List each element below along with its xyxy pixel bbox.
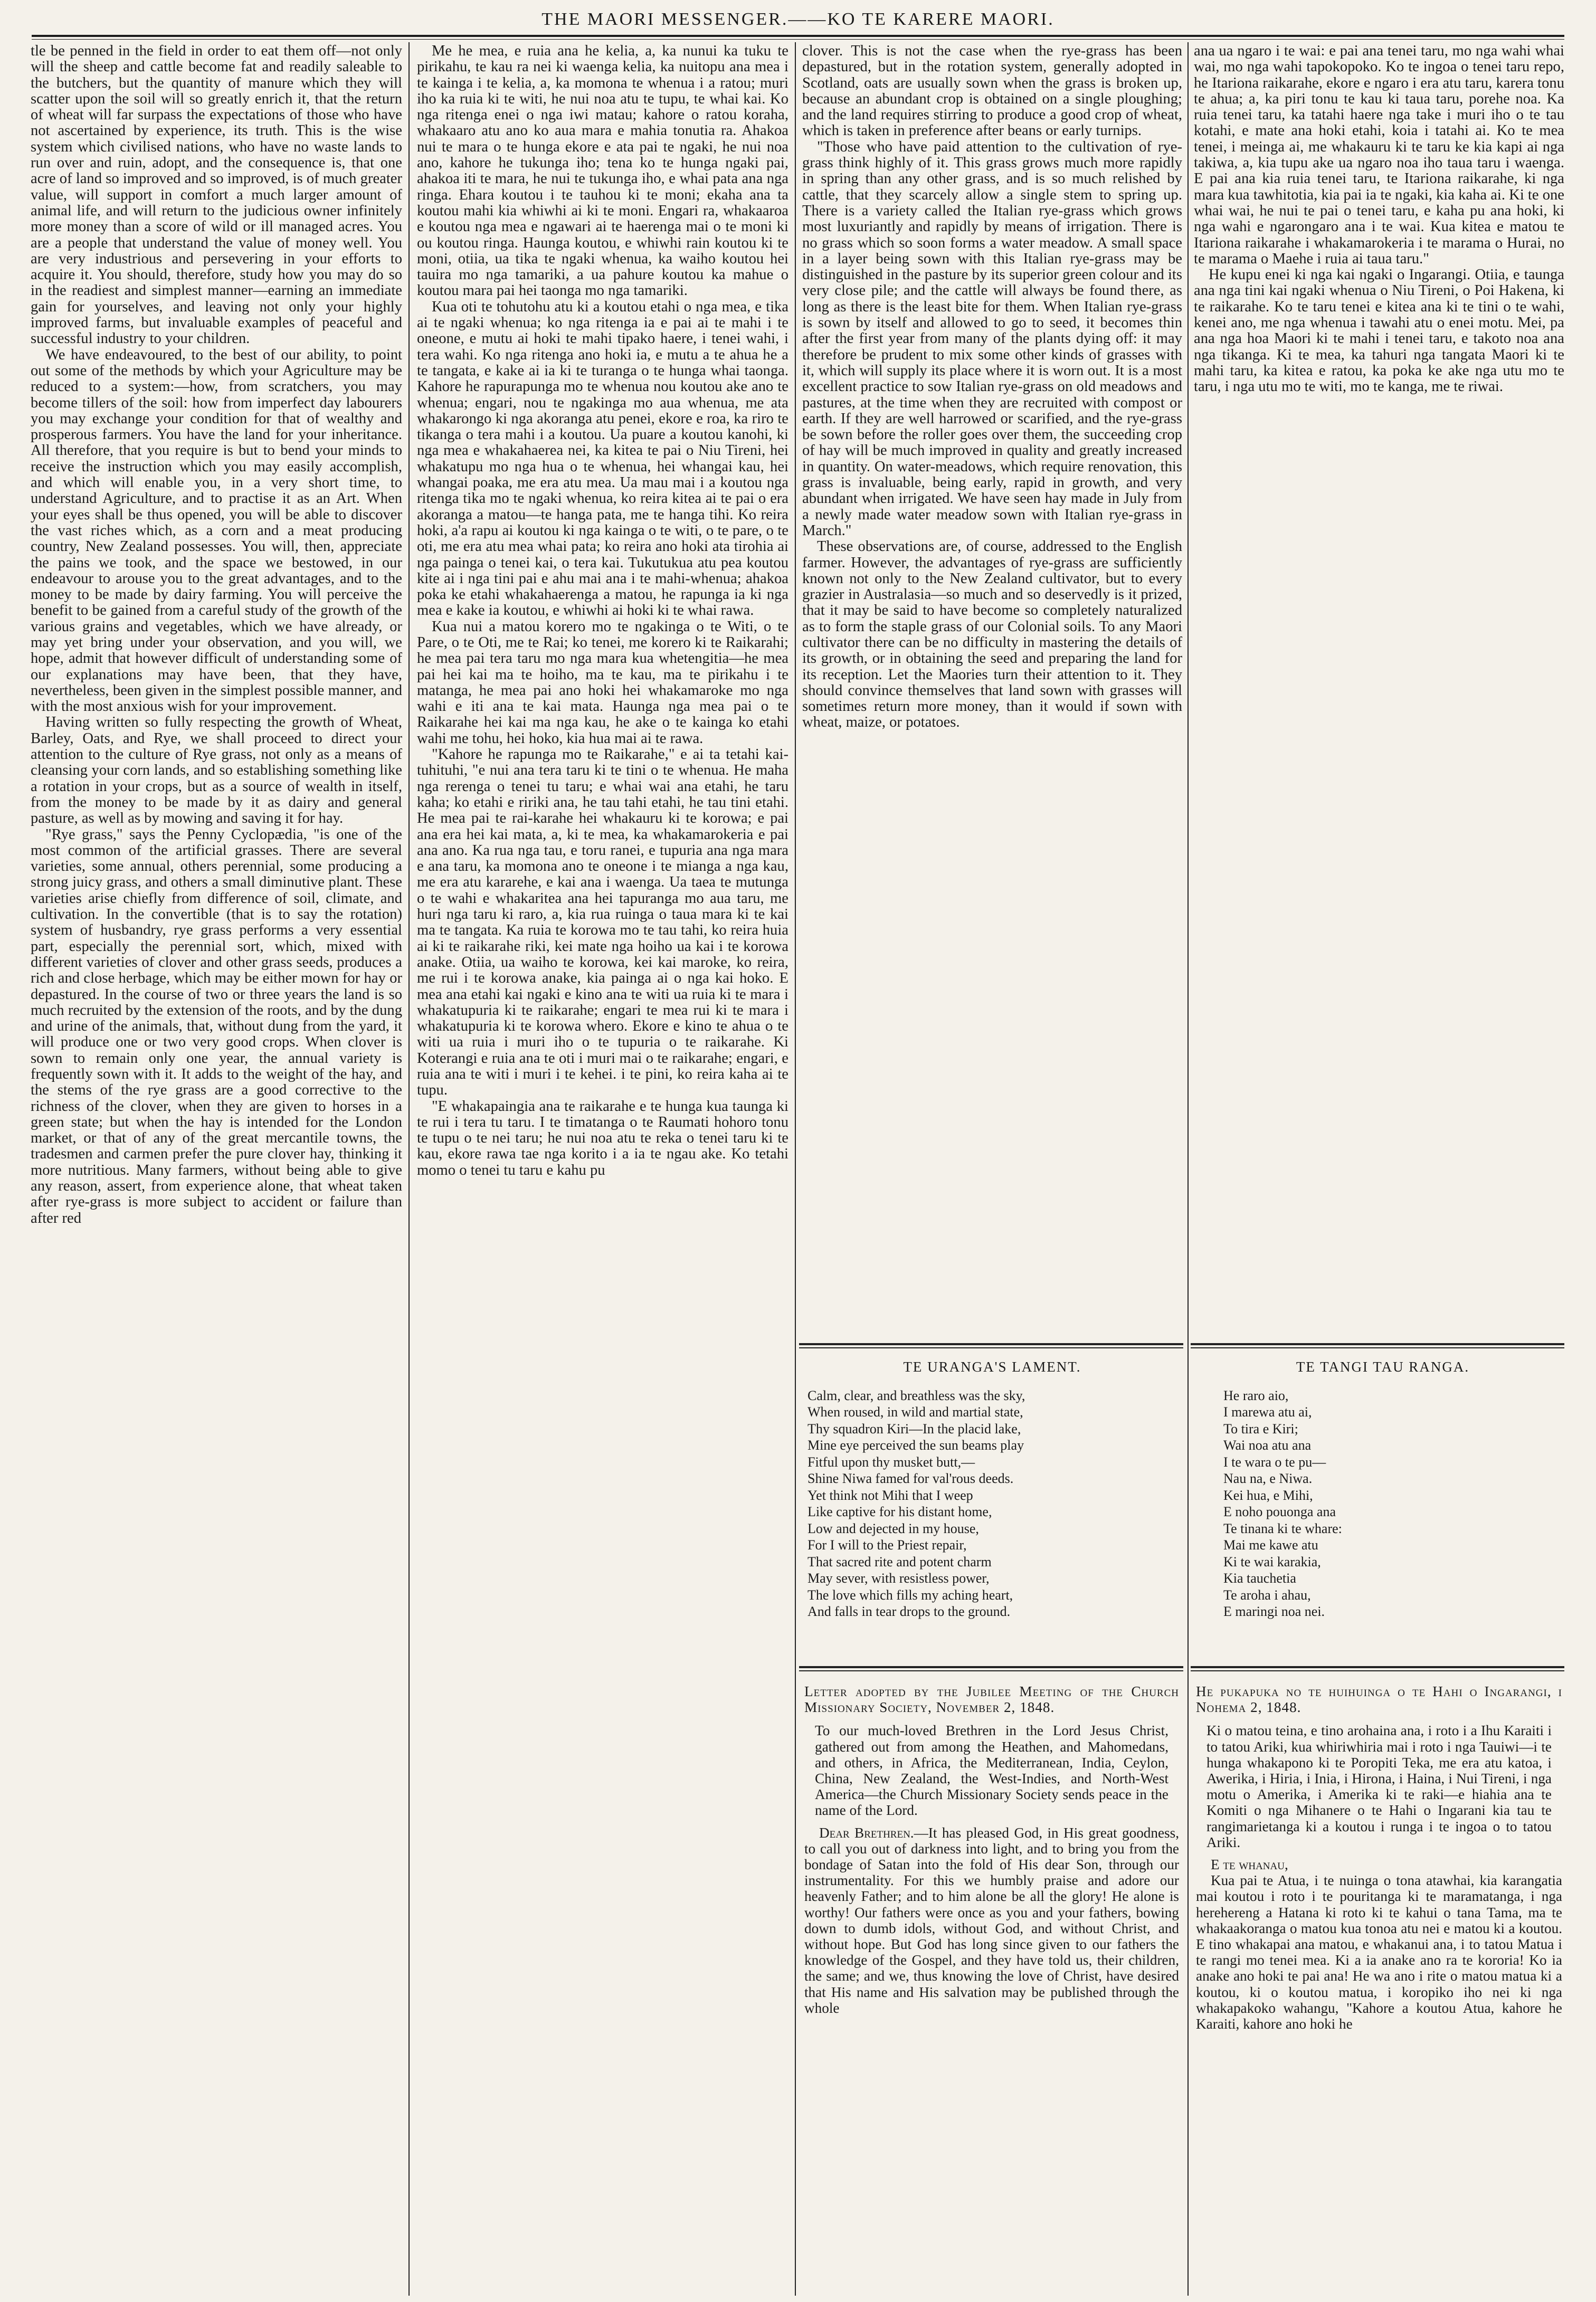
paragraph: He kupu enei ki nga kai ngaki o Ingarangi. Otiia, e taunga ana nga tini kai ngaki whenua o Niu Tireni, o Poi Hakena, ki te raikarahe. Ko te taru tenei e kitea ana ki te tini o te wahi, kenei ano, me nga whenua i tawahi atu o enei motu. Mei, pa ana nga hoa Maori ki te mahi i tenei taru, e takoto noa ana nga tikanga. Ki te mea, ka tahuri nga tangata Maori ki te mahi taru, ka kitea e ratou, ka poka ke ake nga utu mo te taru, i nga utu mo te witi, mo te kanga, me te riwai. bbox=[1194, 267, 1564, 395]
letter-maori bbox=[1196, 1683, 1562, 2296]
letter-salutation: Dear Brethren.— bbox=[819, 1824, 928, 1841]
paragraph: Kua nui a matou korero mo te ngakinga o te Witi, o te Pare, o te Oti, me te Rai; ko tenei, me korero ki te Raikarahi; he mea pai tera taru mo nga mara kua whetengitia—he mea pai hei kai ma te hoiho, ma te kau, ma te pirikahu i te matanga, he mea pai ano hoki hei whakamaroke mo nga wahi e iti ana te kai mata. Haunga nga mea pai o te Raikarahe hei kai ma nga kau, he ake o te kainga ko etahi wahi me tohu, hei hoko, kia hua mai ai te rawa. bbox=[417, 618, 788, 747]
poem-line: Calm, clear, and breathless was the sky, bbox=[808, 1387, 1025, 1403]
letter-opening bbox=[804, 1825, 1179, 2016]
poem-line: Shine Niwa famed for val'rous deeds. bbox=[808, 1471, 1014, 1486]
poem-line: I te wara o te pu— bbox=[1223, 1454, 1326, 1470]
paragraph: Having written so fully respecting the growth of Wheat, Barley, Oats, and Rye, we shall proceed to direct your attention to the culture of Rye grass, not only as a means of cleansing your corn lands, and so establishing something like a rotation in your crops, but as a source of wealth in itself, from the money to be made by it as dairy and general pasture, as well as by mowing and saving it for hay. bbox=[31, 714, 402, 827]
letter-salutation: E te whanau, bbox=[1211, 1857, 1288, 1873]
poem-line: May sever, with resistless power, bbox=[808, 1571, 990, 1586]
letter-heading: He pukapuka no te huihuinga o te Hahi o Ingarangi, i Nohema 2, 1848. bbox=[1196, 1683, 1562, 1716]
poem-line: Kia tauchetia bbox=[1223, 1571, 1296, 1586]
section-divider bbox=[799, 1343, 1183, 1345]
poem-line: He raro aio, bbox=[1223, 1387, 1289, 1403]
poem-line: Ki te wai karakia, bbox=[1223, 1554, 1321, 1569]
masthead: THE MAORI MESSENGER.——KO TE KARERE MAORI. bbox=[542, 9, 1054, 29]
article-english-part1 bbox=[31, 43, 402, 2291]
section-divider-thin bbox=[1191, 1670, 1564, 1671]
poem-line: Nau na, e Niwa. bbox=[1223, 1471, 1313, 1486]
letter-body: It has pleased God, in His great goodness, to call you out of darkness into light, and to bring you from the bondage of Satan into the fold of His dear Son, through our instrumentality. For this we humbly praise and adore our heavenly Father; and to him alone be all the glory! He alone is worthy! Our fathers were once as you and your fathers, bowing down to dumb idols, without God, and without Christ, and without hope. But God has long since given to our fathers the knowledge of the Gospel, and they have told us, their children, the same; and we, thus knowing the love of Christ, have desired that His name and His salvation may be published through the whole bbox=[804, 1824, 1179, 2016]
poem-line: E maringi noa nei. bbox=[1223, 1604, 1325, 1619]
column-divider bbox=[408, 42, 410, 2296]
poem-line: For I will to the Priest repair, bbox=[808, 1537, 967, 1553]
poem-line: Te tinana ki te whare: bbox=[1223, 1520, 1342, 1536]
masthead-rule bbox=[32, 35, 1564, 37]
poem-line: Thy squadron Kiri—In the placid lake, bbox=[808, 1421, 1021, 1437]
paragraph: clover. This is not the case when the rye-grass has been depastured, but in the rotation system, generally adopted in Scotland, oats are usually sown when the grass is broken up, because an abundant crop is obtained on a single ploughing; and the land requires stirring to produce a good crop of wheat, which is taken in preference after beans or early turnips. bbox=[802, 43, 1182, 139]
article-english-part2 bbox=[802, 43, 1182, 1331]
poem-maori bbox=[1209, 1359, 1557, 1620]
poem-line: When roused, in wild and martial state, bbox=[808, 1404, 1023, 1420]
section-divider-thin bbox=[799, 1347, 1183, 1348]
poem-line: To tira e Kiri; bbox=[1223, 1421, 1298, 1437]
paragraph: "Those who have paid attention to the cultivation of rye-grass think highly of it. This grass grows much more rapidly in spring than any other grass, and is so much relished by cattle, that they scarcely allow a single stem to spring up. There is a variety called the Italian rye-grass which grows most luxuriantly and rapidly by means of irrigation. There is no grass which so soon forms a water meadow. A small space in a layer being sown with this Italian rye-grass may be distinguished in the pasture by its superior green colour and its very close pile; and the cattle will always be found there, as long as there is the least bite for them. When Italian rye-grass is sown by itself and allowed to go to seed, it becomes thin after the first year from many of the plants dying off: it may therefore be prudent to mix some other kinds of grasses with it, which will supply its place where it is worn out. It is a most excellent practice to sow Italian rye-grass on old meadows and pastures, at the time when they are recruited with compost or earth. If they are well harrowed or scarified, and the rye-grass be sown before the roller goes over them, the succeeding crop of hay will be much improved in quality and greatly increased in quantity. On water-meadows, which require renovation, this grass is invaluable, being early, rapid in growth, and very abundant when irrigated. We have seen hay made in July from a newly made water meadow sown with Italian rye-grass in March." bbox=[802, 138, 1182, 539]
poem-title: TE URANGA'S LAMENT. bbox=[903, 1359, 1081, 1375]
section-divider bbox=[1191, 1666, 1564, 1668]
column-divider bbox=[795, 42, 796, 2296]
poem-title: TE TANGI TAU RANGA. bbox=[1296, 1359, 1470, 1375]
section-divider-thin bbox=[799, 1670, 1183, 1671]
poem-line: Fitful upon thy musket butt,— bbox=[808, 1454, 975, 1470]
letter-english bbox=[804, 1683, 1179, 2296]
poem-line: That sacred rite and potent charm bbox=[808, 1554, 992, 1569]
poem-line: Kei hua, e Mihi, bbox=[1223, 1487, 1313, 1503]
section-divider-thin bbox=[1191, 1347, 1564, 1348]
letter-address: Ki o matou teina, e tino arohaina ana, i roto i a Ihu Karaiti i to tatou Ariki, kua whiriwhiria mai i roto i nga Tauiwi—i te hunga whakapono ki te Poropiti Teka, me era atu katoa, i Awerika, i Hiria, i Inia, i Hirona, i Haina, i Nui Tireni, i nga motu o Amerika, i Amerika ki te raki—e hiahia ana te Komiti o nga Mihanere o te Hahi o Ingarani kia tau te rangimarietanga ki a koutou i runga i te ingoa o to tatou Ariki. bbox=[1206, 1723, 1552, 1850]
paragraph: "Rye grass," says the Penny Cyclopædia, "is one of the most common of the artificial grasses. There are several varieties, some annual, others perennial, some producing a strong juicy grass, and others a small diminutive plant. These varieties arise chiefly from difference of soil, climate, and cultivation. In the convertible (that is to say the rotation) system of husbandry, rye grass performs a very essential part, especially the perennial sort, which, mixed with different varieties of clover and other grass seeds, produces a rich and close herbage, which may be either mown for hay or depastured. In the course of two or three years the land is so much recruited by the extension of the roots, and by the dung and urine of the animals, that, without dung from the yard, it will produce one or two very good crops. When clover is sown to remain only one year, the annual variety is frequently sown with it. It adds to the weight of the hay, and the stems of the rye grass are a good corrective to the richness of the clover, when they are given to horses in a green state; but when the hay is intended for the London market, or that of any of the great mercantile towns, the tradesmen and carmen prefer the pure clover hay, thinking it more nutritious. Many farmers, without being able to give any reason, assert, from experience alone, that wheat taken after rye-grass is more subject to accident or failure than after red bbox=[31, 826, 402, 1226]
poem-line: Yet think not Mihi that I weep bbox=[808, 1487, 973, 1503]
poem-line: Te aroha i ahau, bbox=[1223, 1587, 1311, 1603]
poem-english bbox=[808, 1359, 1177, 1620]
paragraph: We have endeavoured, to the best of our ability, to point out some of the methods by which your Agriculture may be reduced to a system:—how, from scratchers, you may become tillers of the soil: how from imperfect day labourers you may exchange your condition for that of wealthy and prosperous farmers. You have the land for your inheritance. All therefore, that you require is but to bend your minds to receive the instruction which you may easily accomplish, and which will enable you, in a very short time, to understand Agriculture, and to practise it as an Art. When your eyes shall be thus opened, you will be able to discover the vast riches which, as a corn and a meat producing country, New Zealand possesses. You will, then, appreciate the pains we took, and the space we bestowed, in our endeavour to arouse you to the great advantages, and to the money to be made by dairy farming. You will perceive the benefit to be gained from a careful study of the growth of the various grains and vegetables, which we have already, or may yet bring under your observation, and you will, we hope, admit that however difficult of understanding some of our explanations may have been, that they have, nevertheless, been given in the simplest possible manner, and with the most anxious wish for your improvement. bbox=[31, 346, 402, 715]
paragraph: These observations are, of course, addressed to the English farmer. However, the advantages of rye-grass are sufficiently known not only to the New Zealand cultivator, but to every grazier in Australasia—so much and so deservedly is it prized, that it may be said to have become so completely naturalized as to form the staple grass of our Colonial soils. To any Maori cultivator there can be no difficulty in mastering the details of its growth, or in obtaining the seed and preparing the land for its reception. Let the Maories turn their attention to it. They should convince themselves that land sown with grasses will sometimes return more money, than it would if sown with wheat, maize, or potatoes. bbox=[802, 538, 1182, 731]
letter-heading: Letter adopted by the Jubilee Meeting of the Church Missionary Society, November 2, 1848. bbox=[804, 1683, 1179, 1716]
article-maori-part2 bbox=[1194, 43, 1564, 1331]
paragraph: Kua oti te tohutohu atu ki a koutou etahi o nga mea, e tika ai te ngaki whenua; ko nga ritenga ia e pai ai te mahi i te oneone, e mutu ai hoki te mahi tipako haere, i tenei wahi, i tera wahi. Ko nga ritenga ano hoki ia, e mutu a te ahua he a te tangata, e kake ai ia ki te turanga o te hunga whai taonga. Kahore he rapurapunga mo te whenua nou koutou ake ano te whenua; engari, nou te ngakinga mo aua whenua, me ata whakarongo ki nga akoranga atu penei, ekore e roa, ka riro te tikanga o tera mahi i a koutou. Ua puare a koutou kanohi, ki nga mea e whakahaerea nei, ka kitea te pai o Niu Tireni, hei whakatupu mo nga hua o te whenua, hei whangai kau, hei whangai poaka, me era atu mea. Ua mau mai i a koutou nga ritenga tika mo te ngaki whenua, ko reira kitea ai te pai o era akoranga a matou—te hanga pata, me te hanga tihi. Ko reira hoki, a'a rapu ai koutou ki nga kainga o te witi, o te pare, o te oti, me era atu mea whai pata; ko reira ano hoki ata tirohia ai nga painga o tenei kai, o tera kai. Tukutukua atu pea koutou kite ai i nga tini pai e ahu mai ana i te mahi-whenua; ahakoa poka ke etahi whakahaerenga a matou, he rapunga ia ki nga mea e kake ia koutou, e whiwhi ai hoki ki te whai rawa. bbox=[417, 298, 788, 619]
masthead-rule-thin bbox=[32, 39, 1564, 40]
section-divider bbox=[799, 1666, 1183, 1668]
paragraph: tle be penned in the field in order to eat them off—not only will the sheep and cattle become fat and readily saleable to the butchers, but the quantity of manure which they will scatter upon the soil will so greatly enrich it, that the return of wheat will far surpass the expectations of those who have not ascertained by experience, its truth. This is the wise system which civilised nations, who have no waste lands to run over and ruin, adopt, and the consequence is, that one acre of land so improved and so improved, is of much greater value, will support in comfort a much larger amount of animal life, and will return to the judicious owner infinitely more money than a score of wild or ill managed acres. You are a people that understand the value of money well. You are very industrious and persevering in your efforts to acquire it. You should, therefore, study how you may do so in the readiest and simplest manner—earning an immediate gain for yourselves, and leaving not only your highly improved farms, but invaluable examples of peaceful and successful industry to your children. bbox=[31, 43, 402, 347]
poem-line: I marewa atu ai, bbox=[1223, 1404, 1312, 1420]
poem-line: And falls in tear drops to the ground. bbox=[808, 1604, 1011, 1619]
letter-body: Kua pai te Atua, i te nuinga o tona atawhai, kia karangatia mai koutou i roto i te pouritanga ki te maramatanga, i nga herehereng a Hatana ki roto ki te kahui o tana Tama, ma te whakaakoranga o matou kua tonoa atu nei e matou ki a koutou. E tino whakapai ana matou, e whakanui ana, i to tatou Matua i te rangi mo tenei mea. Ki a ia anake ano ra te kororia! Ko ia anake ano hoki te pai ana! He wa ano i rite o matou matua ki a koutou, ki o koutou matua, i koropiko iho nei ki nga whakapakoko wahangu, "Kahore a koutou Atua, kahore he Karaiti, kahore ano hoki he bbox=[1196, 1872, 1562, 2032]
poem-line: Low and dejected in my house, bbox=[808, 1520, 979, 1536]
poem-line: Wai noa atu ana bbox=[1223, 1438, 1312, 1453]
letter-address: To our much-loved Brethren in the Lord Jesus Christ, gathered out from among the Heathen, and Mahomedans, and others, in Africa, the Mediterranean, India, Ceylon, China, New Zealand, the West-Indies, and North-West America—the Church Missionary Society sends peace in the name of the Lord. bbox=[815, 1723, 1168, 1819]
paragraph: "Kahore he rapunga mo te Raikarahe," e ai ta tetahi kai-tuhituhi, "e nui ana tera taru ki te tini o te whenua. He maha nga rerenga o tenei tu taru; e whai wai ana etahi, he taru kaha; ko etahi e ririki ana, he tau tahi etahi, he tau tini etahi. He mea pai te rai-karahe hei whakauru ki te korowa; e pai ana era hei kai mata, a, ki te mea, ka whakamarokeria e pai ana ano. Ka rua nga tau, e toru ranei, e tupuria ana nga mara e ana taru, ka momona ano te oneone i te mianga a nga kau, me era atu kararehe, e kai ana i waenga. Ua taea te mutunga o te wahi e whakaritea ana hei tapuranga mo aua taru, me huri nga taru ki raro, a, kia rua ruinga o taua mara ki te kai ma te tangata. Ka ruia te korowa mo te tau tahi, ko reira huia ai ki te raikarahe riki, kei mate nga hoiho ua kai i te korowa anake. Otiia, ua waiho te korowa, kei kai maroke, ko reira, me rui i te korowa anake, kia painga ai o nga kai hoko. E mea ana etahi kai ngaki e kino ana te witi ua ruia ki te mara i whakatupuria ki te raikarahe; engari te mea rui ki te mara i whakatupuria ki te korowa whero. Ekore e kino te ahua o te witi ua ruia i muri iho o te tupuria o te raikarahe. Ki Koterangi e ruia ana te oti i muri mai o te raikarahe; engari, e ruia ana te witi i muri i te kehei. i te pini, ko reira kaha ai te tupu. bbox=[417, 746, 788, 1099]
poem-line: Mai me kawe atu bbox=[1223, 1537, 1318, 1553]
article-maori-part1 bbox=[417, 43, 788, 2291]
section-divider bbox=[1191, 1343, 1564, 1345]
poem-line: Mine eye perceived the sun beams play bbox=[808, 1438, 1024, 1453]
poem-line: Like captive for his distant home, bbox=[808, 1504, 992, 1519]
column-divider bbox=[1188, 42, 1189, 2296]
paragraph: ana ua ngaro i te wai: e pai ana tenei taru, mo nga wahi whai wai, mo nga wahi tapokopoko. Ko te ingoa o tenei taru repo, he Itariona raikarahe, ekore e ngaro i era atu taru, karera tonu te ahua; a, ka piri tonu te kau ki taua taru, porehe noa. Ka ruia tenei taru, ka tatahi haere nga take i muri iho o te tau kotahi, e mate ana hoki etahi, koia i tatahi ai. Ko te mea tenei, i meinga ai, me whakauru ki te taru ke kia kapi ai nga takiwa, a, kia tupu ake ua ngaro noa iho taua taru i waenga. E pai ana kia ruia tenei taru, te Itariona raikarahe, ki nga mara kua tawhitotia, kia pai ia te ngaki, kia kaha ai. Ki te one whai wai, he nui te pai o tenei taru, e kaha pu ana hoki, ki nga wahi e ngarongaro ana i te wai. Kua kitea e matou te Itariona raikarahe i whakamarokeria i te marama o Hurai, no te marama o Maehe i ruia ai taua taru." bbox=[1194, 43, 1564, 267]
paragraph: Me he mea, e ruia ana he kelia, a, ka nunui ka tuku te pirikahu, te kau ra nei ki waenga kelia, ka nuitopu ana mea i te kainga i te kelia, a, ka momona te whenua i a ratou; muri iho ka ruia ki te witi, he nui noa atu te tupu, te whai kai. Ko nga ritenga enei o nga iwi matau; kahore o ratou koraha, whakaaro atu ano ko aua mara e mahia tonutia ra. Ahakoa nui te mara o te hunga ekore e ata pai te ngaki, he nui noa ano, kahore he tukunga iho; tena ko te hunga ngaki pai, ahakoa iti te mara, he nui te tukunga iho, e whai pata ana nga ringa. Ehara koutou i te tauhou ki te moni; ekaha ana ta koutou mahi kia whiwhi ai ki te moni. Engari ra, whakaaroa e koutou nga mea e ngawari ai te haerenga mai o te moni ki ou koutou ringa. Haunga koutou, e whiwhi rain koutou ki te moni, otiia, ua tika te ngaki whenua, ka waiho koutou hei tauira mo nga tamariki, a ua pahure koutou ka mahue o koutou mara pai hei taonga mo nga tamariki. bbox=[417, 43, 788, 299]
poem-line: E noho pouonga ana bbox=[1223, 1504, 1336, 1519]
paragraph: "E whakapaingia ana te raikarahe e te hunga kua taunga ki te rui i tera tu taru. I te timatanga o te Raumati hohoro tonu te tupu o te nei taru; he nui noa atu te reka o tenei taru ki te kau, ekore rawa tae nga korito i a ia te ngau ake. Ko tetahi momo o tenei tu taru e kahu pu bbox=[417, 1098, 788, 1178]
poem-line: The love which fills my aching heart, bbox=[808, 1587, 1013, 1603]
